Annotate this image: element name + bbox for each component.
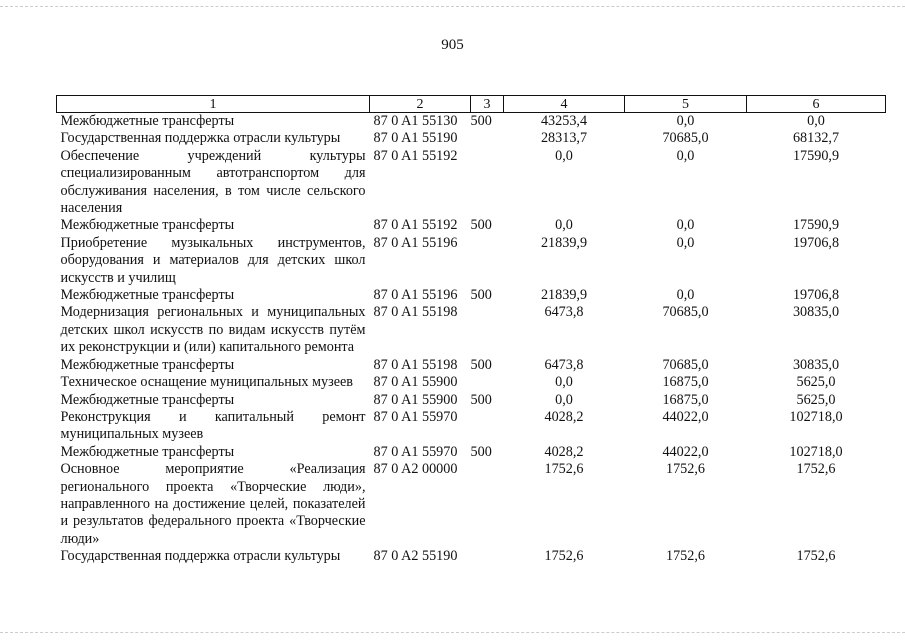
row-expense-type bbox=[471, 304, 504, 356]
row-expense-type: 500 bbox=[470, 443, 492, 460]
row-value-col6: 102718,0 bbox=[789, 408, 843, 425]
row-code: 87 0 A2 00000 bbox=[373, 461, 458, 478]
row-name: Модернизация региональных и муниципальных детских школ искусств по видам искусств путём их реконструкции и (или) капитального ремонта bbox=[60, 304, 366, 356]
row-code: 87 0 A1 55190 bbox=[373, 130, 458, 147]
row-code: 87 0 A1 55900 bbox=[373, 391, 458, 408]
scan-edge-top bbox=[0, 0, 905, 7]
table-row bbox=[57, 548, 886, 565]
row-value-col4: 1752,6 bbox=[544, 548, 584, 565]
row-code: 87 0 A1 55198 bbox=[373, 304, 458, 321]
table-row bbox=[57, 287, 886, 304]
row-value-col5: 44022,0 bbox=[662, 443, 709, 460]
row-value-col4: 4028,2 bbox=[544, 443, 584, 460]
row-value-col5: 0,0 bbox=[676, 234, 695, 251]
row-value-col6: 17590,9 bbox=[792, 217, 840, 234]
row-value-col4: 0,0 bbox=[555, 391, 573, 408]
row-code: 87 0 A1 55196 bbox=[373, 234, 458, 251]
header-col-5: 5 bbox=[625, 96, 747, 113]
row-value-col6: 19706,8 bbox=[792, 234, 840, 251]
row-value-col6: 1752,6 bbox=[796, 548, 836, 565]
row-value-col6: 19706,8 bbox=[792, 287, 840, 304]
row-value-col6: 102718,0 bbox=[789, 443, 843, 460]
row-value-col4: 4028,2 bbox=[544, 408, 584, 425]
table-header bbox=[57, 96, 886, 113]
row-expense-type bbox=[471, 148, 504, 218]
header-col-4: 4 bbox=[504, 96, 625, 113]
row-value-col5: 70685,0 bbox=[662, 304, 709, 321]
row-value-col6: 5625,0 bbox=[796, 391, 836, 408]
table-row bbox=[57, 461, 886, 548]
row-name: Межбюджетные трансферты bbox=[60, 391, 235, 408]
row-code: 87 0 A1 55196 bbox=[373, 287, 458, 304]
row-value-col4: 6473,8 bbox=[544, 304, 584, 321]
row-name: Межбюджетные трансферты bbox=[60, 356, 235, 373]
row-value-col5: 0,0 bbox=[676, 147, 695, 164]
row-name: Государственная поддержка отрасли культуры bbox=[60, 548, 341, 565]
row-value-col4: 1752,6 bbox=[544, 461, 584, 478]
table-row bbox=[57, 409, 886, 444]
row-name: Приобретение музыкальных инструментов, оборудования и материалов для детских школ искусств и училищ bbox=[60, 234, 366, 286]
row-value-col5: 16875,0 bbox=[662, 391, 709, 408]
row-value-col4: 6473,8 bbox=[544, 356, 584, 373]
scan-edge-bottom bbox=[0, 632, 905, 639]
row-value-col5: 70685,0 bbox=[662, 130, 709, 147]
row-code: 87 0 A1 55900 bbox=[373, 374, 458, 391]
row-expense-type bbox=[471, 374, 504, 391]
row-expense-type bbox=[471, 235, 504, 287]
header-col-3: 3 bbox=[471, 96, 504, 113]
table-row bbox=[57, 235, 886, 287]
table-row bbox=[57, 392, 886, 409]
row-value-col6: 30835,0 bbox=[792, 356, 840, 373]
header-col-2: 2 bbox=[370, 96, 471, 113]
row-value-col4: 0,0 bbox=[555, 147, 573, 164]
row-name: Межбюджетные трансферты bbox=[60, 287, 235, 304]
table-row bbox=[57, 444, 886, 461]
row-expense-type bbox=[471, 130, 504, 147]
table-row bbox=[57, 217, 886, 234]
row-name: Техническое оснащение муниципальных музеев bbox=[60, 374, 354, 391]
header-col-6: 6 bbox=[747, 96, 886, 113]
row-value-col6: 1752,6 bbox=[796, 461, 836, 478]
row-code: 87 0 A1 55192 bbox=[373, 147, 458, 164]
row-value-col6: 68132,7 bbox=[792, 130, 840, 147]
row-value-col6: 30835,0 bbox=[792, 304, 840, 321]
row-expense-type: 500 bbox=[470, 391, 492, 408]
row-value-col5: 0,0 bbox=[676, 217, 695, 234]
row-value-col4: 0,0 bbox=[555, 374, 573, 391]
budget-table bbox=[56, 95, 886, 566]
table-row bbox=[57, 304, 886, 356]
table-row bbox=[57, 374, 886, 391]
row-value-col5: 1752,6 bbox=[665, 461, 705, 478]
row-value-col6: 0,0 bbox=[807, 113, 825, 129]
row-code: 87 0 A1 55130 bbox=[373, 113, 458, 129]
row-value-col5: 16875,0 bbox=[662, 374, 709, 391]
row-value-col5: 44022,0 bbox=[662, 408, 709, 425]
row-expense-type bbox=[471, 548, 504, 565]
row-value-col6: 17590,9 bbox=[792, 147, 840, 164]
header-col-1: 1 bbox=[57, 96, 370, 113]
header-row bbox=[57, 96, 886, 113]
row-name: Основное мероприятие «Реализация регионального проекта «Творческие люди», направленного на достижение целей, показателей и результатов федерального проекта «Творческие люди» bbox=[60, 461, 366, 547]
row-expense-type: 500 bbox=[470, 356, 492, 373]
table-row bbox=[57, 130, 886, 147]
row-expense-type: 500 bbox=[470, 287, 492, 304]
row-name: Обеспечение учреждений культуры специализированным автотранспортом для обслуживания населения, в том числе сельского населения bbox=[60, 147, 366, 217]
row-expense-type: 500 bbox=[470, 217, 492, 234]
row-name: Межбюджетные трансферты bbox=[60, 113, 235, 129]
row-expense-type: 500 bbox=[470, 113, 492, 129]
row-name: Государственная поддержка отрасли культуры bbox=[60, 130, 341, 147]
row-value-col5: 70685,0 bbox=[662, 356, 709, 373]
row-name: Реконструкция и капитальный ремонт муниципальных музеев bbox=[60, 408, 366, 443]
row-value-col4: 28313,7 bbox=[540, 130, 588, 147]
row-code: 87 0 A1 55970 bbox=[373, 408, 458, 425]
row-code: 87 0 A1 55192 bbox=[373, 217, 458, 234]
row-expense-type bbox=[471, 461, 504, 548]
table-row bbox=[57, 113, 886, 131]
row-value-col5: 0,0 bbox=[676, 287, 695, 304]
page-number: 905 bbox=[441, 37, 464, 53]
table-row bbox=[57, 357, 886, 374]
row-value-col6: 5625,0 bbox=[796, 374, 836, 391]
row-value-col4: 43253,4 bbox=[540, 113, 588, 129]
row-code: 87 0 A1 55198 bbox=[373, 356, 458, 373]
row-value-col5: 0,0 bbox=[676, 113, 695, 129]
table-row bbox=[57, 148, 886, 218]
row-expense-type bbox=[471, 409, 504, 444]
row-name: Межбюджетные трансферты bbox=[60, 217, 235, 234]
row-value-col4: 0,0 bbox=[555, 217, 573, 234]
row-name: Межбюджетные трансферты bbox=[60, 443, 235, 460]
row-code: 87 0 A1 55970 bbox=[373, 443, 458, 460]
row-value-col4: 21839,9 bbox=[540, 287, 588, 304]
row-value-col5: 1752,6 bbox=[665, 548, 705, 565]
row-value-col4: 21839,9 bbox=[540, 234, 588, 251]
table-body bbox=[57, 113, 886, 566]
row-code: 87 0 A2 55190 bbox=[373, 548, 458, 565]
